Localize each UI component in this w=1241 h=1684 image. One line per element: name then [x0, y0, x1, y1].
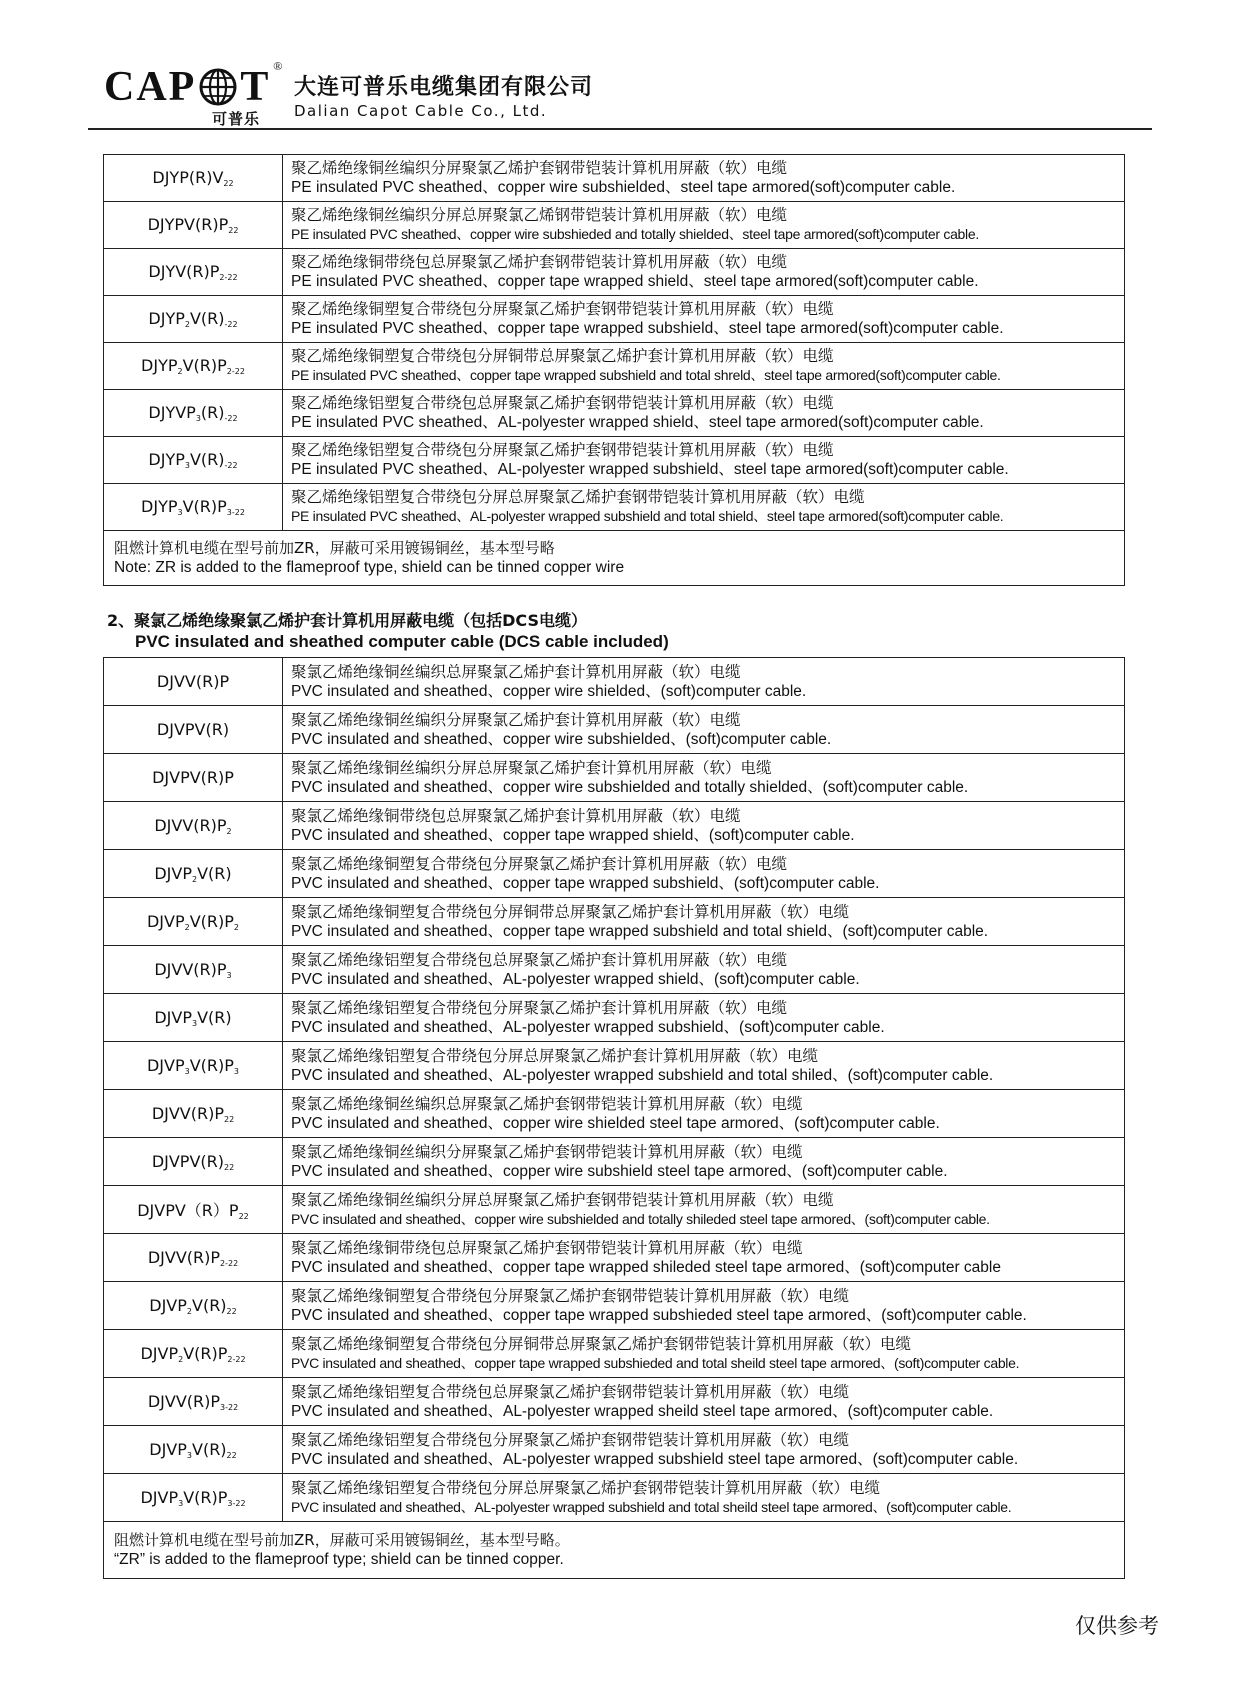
- description-cn: 聚氯乙烯绝缘铜塑复合带绕包分屏聚氯乙烯护套钢带铠装计算机用屏蔽（软）电缆: [291, 1286, 850, 1305]
- description-en: PVC insulated and sheathed、copper wire shielded、(soft)computer cable.: [291, 682, 807, 700]
- model-subscript: 2: [184, 922, 190, 932]
- model-code: [104, 296, 283, 343]
- note-cn: 阻燃计算机电缆在型号前加ZR，屏蔽可采用镀锡铜丝，基本型号略: [114, 539, 555, 557]
- description-cn: 聚乙烯绝缘铜丝编织分屏聚氯乙烯护套钢带铠装计算机用屏蔽（软）电缆: [291, 159, 788, 177]
- table-row: [104, 1426, 1125, 1474]
- model-subscript: 22: [223, 179, 234, 188]
- cable-description: [283, 898, 1125, 946]
- cable-description: [283, 1090, 1125, 1138]
- model-subscript: 3: [186, 1450, 192, 1460]
- model-code: [104, 1378, 283, 1426]
- model-subscript: 3: [226, 970, 232, 980]
- model-code: [104, 1234, 283, 1282]
- cable-description: [283, 249, 1125, 296]
- model-code: [104, 850, 283, 898]
- company-name-cn: 大连可普乐电缆集团有限公司: [294, 75, 594, 100]
- cable-description: [283, 155, 1125, 202]
- description-cn: 聚氯乙烯绝缘铜丝编织分屏聚氯乙烯护套计算机用屏蔽（软）电缆: [291, 710, 741, 729]
- model-subscript: 2: [192, 874, 198, 884]
- table-row: [104, 706, 1125, 754]
- model-text: DJYVP: [148, 403, 196, 422]
- model-subscript: 22: [226, 1306, 237, 1316]
- description-en: PE insulated PVC sheathed、copper tape wrapped shield、steel tape armored(soft)computer cable.: [291, 273, 979, 290]
- description-en: PVC insulated and sheathed、copper wire subshielded and totally shileded steel tape armored、(soft)computer cable.: [291, 1210, 990, 1227]
- note-cn: 阻燃计算机电缆在型号前加ZR，屏蔽可采用镀锡铜丝，基本型号略。: [114, 1531, 570, 1549]
- model-text: V(R)P: [183, 1487, 228, 1507]
- model-text: DJVP: [149, 1439, 187, 1459]
- model-text: DJVV(R)P: [151, 1103, 224, 1123]
- description-cn: 聚乙烯绝缘铜塑复合带绕包分屏铜带总屏聚氯乙烯护套计算机用屏蔽（软）电缆: [291, 347, 834, 365]
- description-en: PVC insulated and sheathed、copper tape wrapped shield、(soft)computer cable.: [291, 826, 855, 844]
- model-code: [104, 390, 283, 437]
- description-cn: 聚氯乙烯绝缘铜带绕包总屏聚氯乙烯护套钢带铠装计算机用屏蔽（软）电缆: [291, 1238, 803, 1257]
- model-text: DJVV(R)P: [147, 1247, 221, 1267]
- description-cn: 聚乙烯绝缘铜塑复合带绕包分屏聚氯乙烯护套钢带铠装计算机用屏蔽（软）电缆: [291, 300, 834, 318]
- table-row: [104, 249, 1125, 296]
- description-cn: 聚氯乙烯绝缘铜塑复合带绕包分屏铜带总屏聚氯乙烯护套计算机用屏蔽（软）电缆: [291, 902, 850, 921]
- model-subscript: 22: [224, 1114, 235, 1124]
- description-cn: 聚氯乙烯绝缘铜丝编织分屏聚氯乙烯护套钢带铠装计算机用屏蔽（软）电缆: [291, 1142, 803, 1161]
- cable-description: [283, 1282, 1125, 1330]
- model-subscript: -22: [224, 414, 238, 423]
- model-text: DJYP: [148, 309, 185, 328]
- model-code: [104, 1282, 283, 1330]
- model-subscript: 3-22: [220, 1402, 239, 1412]
- model-text: DJVP: [146, 1055, 185, 1075]
- description-en: PE insulated PVC sheathed、AL-polyester wrapped subshield and total shield、steel tape armored(soft)computer cable.: [291, 508, 1004, 524]
- description-en: PE insulated PVC sheathed、copper tape wrapped subshield and total shreld、steel tape armored(soft)computer cable.: [291, 367, 1001, 383]
- model-subscript: 2: [177, 367, 183, 376]
- model-text: V(R)P: [182, 356, 227, 375]
- model-text: DJVPV(R)P: [152, 768, 234, 787]
- table-note-row: [104, 531, 1125, 586]
- description-en: PE insulated PVC sheathed、copper wire subshieded and totally shielded、steel tape armored(soft)computer cable.: [291, 226, 979, 242]
- cable-description: [283, 437, 1125, 484]
- model-text: DJYV(R)P: [148, 262, 220, 281]
- model-text: V(R)P: [182, 497, 227, 516]
- description-en: PVC insulated and sheathed、AL-polyester wrapped subshield and total sheild steel tape armored、(soft)computer cable.: [291, 1498, 1012, 1515]
- model-text: DJYP: [148, 450, 185, 469]
- model-text: V(R)P: [189, 1055, 234, 1075]
- table-note: [104, 1522, 1125, 1579]
- description-cn: 聚氯乙烯绝缘铜丝编织总屏聚氯乙烯护套钢带铠装计算机用屏蔽（软）电缆: [291, 1094, 803, 1113]
- model-subscript: 3: [184, 1066, 190, 1076]
- table-row: [104, 1234, 1125, 1282]
- description-en: PVC insulated and sheathed、AL-polyester wrapped subshield steel tape armored、(soft)computer cable.: [291, 1450, 1019, 1468]
- model-subscript: 2-22: [226, 367, 245, 376]
- description-cn: 聚氯乙烯绝缘铝塑复合带绕包分屏总屏聚氯乙烯护套钢带铠装计算机用屏蔽（软）电缆: [291, 1478, 881, 1497]
- cable-description: [283, 994, 1125, 1042]
- description-en: PVC insulated and sheathed、copper tape wrapped shileded steel tape armored、(soft)computer cable: [291, 1258, 1001, 1276]
- table-row: [104, 1378, 1125, 1426]
- description-en: PE insulated PVC sheathed、copper wire subshielded、steel tape armored(soft)computer cable.: [291, 179, 956, 196]
- model-text: DJVP: [140, 1487, 179, 1507]
- model-text: V(R)P: [183, 1343, 228, 1363]
- model-text: DJVP: [140, 1343, 179, 1363]
- description-cn: 聚氯乙烯绝缘铜丝编织分屏总屏聚氯乙烯护套钢带铠装计算机用屏蔽（软）电缆: [291, 1190, 834, 1209]
- table-row: [104, 1186, 1125, 1234]
- model-subscript: 2-22: [219, 273, 238, 282]
- model-code: [104, 437, 283, 484]
- page-header: [104, 58, 1154, 128]
- description-cn: 聚乙烯绝缘铝塑复合带绕包分屏总屏聚氯乙烯护套钢带铠装计算机用屏蔽（软）电缆: [291, 488, 865, 506]
- section-2-heading: [107, 610, 669, 652]
- cable-description: [283, 946, 1125, 994]
- model-subscript: 3: [192, 1018, 198, 1028]
- model-text: V(R): [192, 1295, 227, 1315]
- model-text: DJYPV(R)P: [147, 215, 229, 234]
- pe-cable-table: [103, 154, 1125, 586]
- table-row: [104, 390, 1125, 437]
- cable-description: [283, 1378, 1125, 1426]
- model-subscript: 3: [177, 508, 183, 517]
- reference-only-note: 仅供参考: [1075, 1614, 1159, 1638]
- model-code: [104, 1090, 283, 1138]
- model-code: [104, 1330, 283, 1378]
- description-cn: 聚乙烯绝缘铝塑复合带绕包总屏聚氯乙烯护套钢带铠装计算机用屏蔽（软）电缆: [291, 394, 834, 412]
- model-text: DJVPV(R): [151, 1151, 224, 1171]
- model-text: V(R): [197, 863, 232, 883]
- model-subscript: 3: [233, 1066, 240, 1076]
- description-en: PVC insulated and sheathed、AL-polyester wrapped sheild steel tape armored、(soft)computer cable.: [291, 1402, 994, 1420]
- model-subscript: -22: [224, 461, 238, 470]
- table-row: [104, 1474, 1125, 1522]
- model-code: [104, 249, 283, 296]
- model-text: V(R): [197, 1007, 232, 1027]
- description-en: PVC insulated and sheathed、copper wire subshield steel tape armored、(soft)computer cable.: [291, 1162, 948, 1180]
- model-code: [104, 1474, 283, 1522]
- model-code: [104, 1042, 283, 1090]
- note-en: “ZR” is added to the flameproof type; shield can be tinned copper.: [114, 1551, 564, 1568]
- model-subscript: 2-22: [227, 1354, 246, 1364]
- model-subscript: 22: [238, 1212, 249, 1221]
- model-subscript: 3: [195, 414, 201, 423]
- cable-description: [283, 850, 1125, 898]
- table-row: [104, 202, 1125, 249]
- cable-description: [283, 802, 1125, 850]
- description-cn: 聚氯乙烯绝缘铝塑复合带绕包总屏聚氯乙烯护套计算机用屏蔽（软）电缆: [291, 950, 788, 969]
- description-cn: 聚氯乙烯绝缘铝塑复合带绕包总屏聚氯乙烯护套钢带铠装计算机用屏蔽（软）电缆: [291, 1382, 850, 1401]
- description-cn: 聚氯乙烯绝缘铝塑复合带绕包分屏聚氯乙烯护套计算机用屏蔽（软）电缆: [291, 998, 788, 1017]
- description-en: PVC insulated and sheathed、AL-polyester wrapped subshield、(soft)computer cable.: [291, 1018, 885, 1036]
- model-text: V(R): [189, 309, 225, 328]
- cable-description: [283, 1330, 1125, 1378]
- model-text: DJVP: [154, 1007, 192, 1027]
- note-en: Note: ZR is added to the flameproof type, shield can be tinned copper wire: [114, 559, 625, 576]
- table-note-row: [104, 1522, 1125, 1579]
- model-subscript: 2: [226, 826, 232, 836]
- table-note: [104, 531, 1125, 586]
- description-cn: 聚乙烯绝缘铜丝编织分屏总屏聚氯乙烯钢带铠装计算机用屏蔽（软）电缆: [291, 206, 788, 224]
- model-text: DJVV(R)P: [156, 672, 230, 691]
- logo-text-left: CAP: [104, 64, 197, 110]
- model-code: [104, 1138, 283, 1186]
- table-row: [104, 802, 1125, 850]
- logo-subtitle: 可普乐: [212, 110, 261, 128]
- model-text: DJVP: [149, 1295, 187, 1315]
- cable-description: [283, 1234, 1125, 1282]
- section-2-title-cn: 2、聚氯乙烯绝缘聚氯乙烯护套计算机用屏蔽电缆（包括DCS电缆）: [107, 611, 587, 630]
- description-en: PVC insulated and sheathed、copper tape wrapped subshield、(soft)computer cable.: [291, 874, 880, 892]
- model-text: DJVV(R)P: [154, 815, 227, 835]
- header-divider: [88, 128, 1152, 130]
- cable-description: [283, 1042, 1125, 1090]
- model-subscript: -22: [224, 320, 238, 329]
- cable-description: [283, 343, 1125, 390]
- pvc-cable-table: [103, 657, 1125, 1579]
- table-row: [104, 754, 1125, 802]
- model-text: DJYP: [141, 356, 178, 375]
- cable-description: [283, 706, 1125, 754]
- table-row: [104, 1042, 1125, 1090]
- model-code: [104, 706, 283, 754]
- model-subscript: 2: [184, 320, 190, 329]
- description-cn: 聚氯乙烯绝缘铝塑复合带绕包分屏聚氯乙烯护套钢带铠装计算机用屏蔽（软）电缆: [291, 1430, 850, 1449]
- model-code: [104, 1186, 283, 1234]
- model-subscript: 22: [226, 1450, 237, 1460]
- model-subscript: 3-22: [227, 1498, 246, 1508]
- cable-description: [283, 202, 1125, 249]
- table-row: [104, 994, 1125, 1042]
- model-code: [104, 155, 283, 202]
- table-row: [104, 1282, 1125, 1330]
- table-row: [104, 155, 1125, 202]
- description-cn: 聚氯乙烯绝缘铜带绕包总屏聚氯乙烯护套计算机用屏蔽（软）电缆: [291, 806, 741, 825]
- registered-mark: ®: [273, 59, 285, 73]
- model-code: [104, 484, 283, 531]
- model-text: DJVV(R)P: [154, 959, 227, 979]
- table-row: [104, 658, 1125, 706]
- model-subscript: 2: [186, 1306, 192, 1316]
- model-code: [104, 202, 283, 249]
- model-subscript: 3: [184, 461, 190, 470]
- model-code: [104, 946, 283, 994]
- globe-icon: [198, 67, 238, 107]
- table-row: [104, 898, 1125, 946]
- table-row: [104, 343, 1125, 390]
- model-text: V(R): [189, 450, 225, 469]
- model-code: [104, 898, 283, 946]
- model-code: [104, 994, 283, 1042]
- description-cn: 聚乙烯绝缘铜带绕包总屏聚氯乙烯护套钢带铠装计算机用屏蔽（软）电缆: [291, 253, 788, 271]
- description-en: PVC insulated and sheathed、AL-polyester wrapped subshield and total shiled、(soft)computer cable.: [291, 1066, 994, 1084]
- description-en: PVC insulated and sheathed、copper wire subshielded、(soft)computer cable.: [291, 730, 832, 748]
- description-cn: 聚氯乙烯绝缘铝塑复合带绕包分屏总屏聚氯乙烯护套计算机用屏蔽（软）电缆: [291, 1046, 819, 1065]
- model-text: DJVV(R)P: [147, 1391, 221, 1411]
- table-row: [104, 484, 1125, 531]
- cable-description: [283, 296, 1125, 343]
- cable-description: [283, 1474, 1125, 1522]
- model-subscript: 2-22: [220, 1258, 239, 1268]
- description-en: PVC insulated and sheathed、AL-polyester wrapped shield、(soft)computer cable.: [291, 970, 860, 988]
- model-text: (R): [200, 403, 225, 422]
- model-text: DJYP: [141, 497, 178, 516]
- model-code: [104, 754, 283, 802]
- description-en: PVC insulated and sheathed、copper tape wrapped subshieded and total sheild steel tape armored、(soft)computer cable.: [291, 1354, 1020, 1371]
- model-text: DJVP: [146, 911, 185, 931]
- model-subscript: 2: [178, 1354, 184, 1364]
- company-name-en: Dalian Capot Cable Co., Ltd.: [294, 102, 548, 120]
- model-code: [104, 1426, 283, 1474]
- description-cn: 聚氯乙烯绝缘铜塑复合带绕包分屏铜带总屏聚氯乙烯护套钢带铠装计算机用屏蔽（软）电缆: [291, 1334, 912, 1353]
- table-row: [104, 296, 1125, 343]
- description-en: PE insulated PVC sheathed、copper tape wrapped subshield、steel tape armored(soft)computer cable.: [291, 320, 1004, 337]
- model-text: DJVPV（R）P: [137, 1201, 239, 1220]
- model-code: [104, 658, 283, 706]
- cable-description: [283, 754, 1125, 802]
- table-row: [104, 1138, 1125, 1186]
- model-subscript: 3-22: [226, 508, 245, 517]
- section-2-title-en: PVC insulated and sheathed computer cable (DCS cable included): [135, 632, 669, 651]
- description-en: PVC insulated and sheathed、copper tape wrapped subshield and total shield、(soft)computer cable.: [291, 922, 989, 940]
- model-code: [104, 802, 283, 850]
- description-en: PE insulated PVC sheathed、AL-polyester wrapped subshield、steel tape armored(soft)computer cable.: [291, 461, 1009, 478]
- model-subscript: 22: [228, 226, 239, 235]
- cable-description: [283, 484, 1125, 531]
- table-row: [104, 1090, 1125, 1138]
- model-subscript: 2: [233, 922, 240, 932]
- model-code: [104, 343, 283, 390]
- model-text: DJVP: [154, 863, 192, 883]
- table-row: [104, 850, 1125, 898]
- model-subscript: 22: [224, 1162, 235, 1172]
- description-cn: 聚氯乙烯绝缘铜塑复合带绕包分屏聚氯乙烯护套计算机用屏蔽（软）电缆: [291, 854, 788, 873]
- logo-text-right: T: [240, 64, 271, 110]
- table-row: [104, 1330, 1125, 1378]
- model-subscript: 3: [178, 1498, 184, 1508]
- table-row: [104, 946, 1125, 994]
- model-text: DJYP(R)V: [152, 168, 224, 187]
- description-cn: 聚氯乙烯绝缘铜丝编织分屏总屏聚氯乙烯护套计算机用屏蔽（软）电缆: [291, 758, 772, 777]
- description-en: PVC insulated and sheathed、copper wire subshielded and totally shielded、(soft)computer cable.: [291, 778, 969, 796]
- table-row: [104, 437, 1125, 484]
- model-text: DJVPV(R): [156, 720, 230, 739]
- model-text: V(R): [192, 1439, 227, 1459]
- capot-logo: [104, 59, 285, 110]
- description-cn: 聚乙烯绝缘铝塑复合带绕包分屏聚氯乙烯护套钢带铠装计算机用屏蔽（软）电缆: [291, 441, 834, 459]
- description-en: PVC insulated and sheathed、copper wire shielded steel tape armored、(soft)computer cable.: [291, 1114, 940, 1132]
- description-en: PVC insulated and sheathed、copper tape wrapped subshieded steel tape armored、(soft)computer cable.: [291, 1306, 1027, 1324]
- cable-description: [283, 658, 1125, 706]
- model-text: V(R)P: [189, 911, 234, 931]
- cable-description: [283, 1426, 1125, 1474]
- cable-description: [283, 390, 1125, 437]
- description-en: PE insulated PVC sheathed、AL-polyester wrapped shield、steel tape armored(soft)computer cable.: [291, 414, 984, 431]
- description-cn: 聚氯乙烯绝缘铜丝编织总屏聚氯乙烯护套计算机用屏蔽（软）电缆: [291, 662, 741, 681]
- cable-description: [283, 1186, 1125, 1234]
- cable-description: [283, 1138, 1125, 1186]
